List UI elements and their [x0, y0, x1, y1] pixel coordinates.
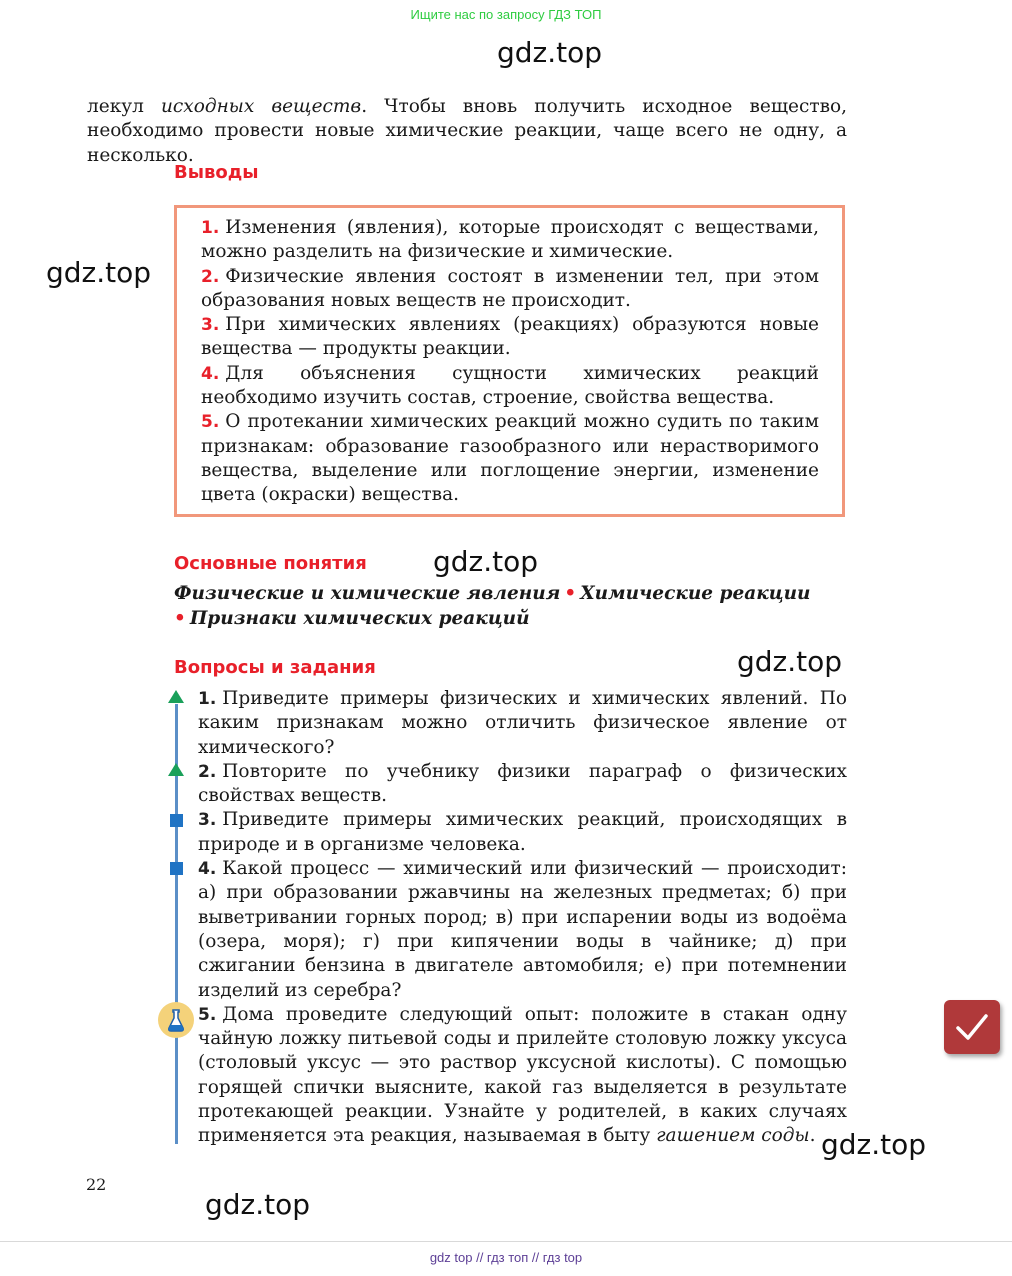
conclusions-box	[174, 205, 845, 517]
watermark: gdz.top	[433, 545, 539, 578]
watermark: gdz.top	[497, 36, 603, 69]
watermark: gdz.top	[205, 1188, 311, 1221]
flask-icon	[158, 1002, 194, 1038]
top-search-banner: Ищите нас по запросу ГДЗ ТОП	[410, 7, 602, 22]
footer-divider	[0, 1241, 1012, 1242]
blue-square-icon	[170, 814, 183, 827]
questions-list	[198, 687, 847, 1149]
page-number: 22	[86, 1175, 107, 1194]
footer-links[interactable]: gdz top // гдз топ // гдз top	[429, 1250, 583, 1265]
intro-paragraph: лекул исходных веществ. Чтобы вновь получить исходное вещество, необходимо провести новые химические реакции, чаще всего не одну, а несколько.	[87, 96, 848, 166]
concepts-heading: Основные понятия	[174, 553, 367, 574]
bullet: •	[174, 608, 186, 629]
conclusion-item: 1. Изменения (явления), которые происходят с веществами, можно разделить на физические и химические.	[201, 217, 819, 263]
flask-icon-svg	[158, 1002, 194, 1038]
conclusion-item: 5. О протекании химических реакций можно судить по таким признакам: образование газообразного или нерастворимого вещества, выделение или поглощение энергии, изменение цвета (окраски) вещества.	[201, 411, 819, 506]
question-item: 3. Приведите примеры химических реакций, происходящих в природе и в организме человека.	[198, 809, 847, 855]
conclusion-item: 4. Для объяснения сущности химических реакций необходимо изучить состав, строение, свойства вещества.	[201, 362, 819, 409]
concept-item: Признаки химических реакций	[189, 608, 530, 629]
green-triangle-icon	[168, 763, 184, 776]
concept-item: Химические реакции	[580, 583, 811, 604]
conclusion-item: 3. При химических явлениях (реакциях) образуются новые вещества — продукты реакции.	[201, 314, 819, 360]
bullet: •	[564, 583, 577, 604]
watermark: gdz.top	[821, 1128, 927, 1161]
question-item: 1. Приведите примеры физических и химических явлений. По каким признакам можно отличить физическое явление от химического?	[198, 688, 847, 758]
check-answer-button[interactable]	[944, 1000, 1000, 1054]
concept-item: Физические и химические явления	[174, 583, 561, 604]
conclusions-list	[201, 216, 819, 508]
watermark: gdz.top	[46, 256, 152, 289]
green-triangle-icon	[168, 690, 184, 703]
watermark: gdz.top	[737, 645, 843, 678]
questions-heading: Вопросы и задания	[174, 657, 376, 678]
question-item: 2. Повторите по учебнику физики параграф о физических свойствах веществ.	[198, 760, 847, 807]
checkmark-icon	[944, 1000, 1000, 1054]
conclusions-heading: Выводы	[174, 162, 259, 183]
question-item: 4. Какой процесс — химический или физический — происходит: а) при образовании ржавчины на железных предметах; б) при выветривании горных пород; в) при испарении воды из водоёма (озера, моря); г) при кипячении воды в чайнике; д) при сжигании бензина в двигателе автомобиля; е) при потемнении изделий из серебра?	[198, 858, 847, 1001]
blue-square-icon	[170, 862, 183, 875]
question-item: 5. Дома проведите следующий опыт: положите в стакан одну чайную ложку питьевой соды и прилейте столовую ложку уксуса (столовый уксус — это раствор уксусной кислоты). С помощью горящей спички выясните, какой газ выделяется в результате протекающей реакции. Узнайте у родителей, в каких случаях применяется эта реакция, называемая в быту гашением соды.	[198, 1003, 847, 1147]
conclusion-item: 2. Физические явления состоят в изменении тел, при этом образования новых веществ не происходит.	[201, 265, 819, 311]
concepts-list	[174, 581, 847, 631]
